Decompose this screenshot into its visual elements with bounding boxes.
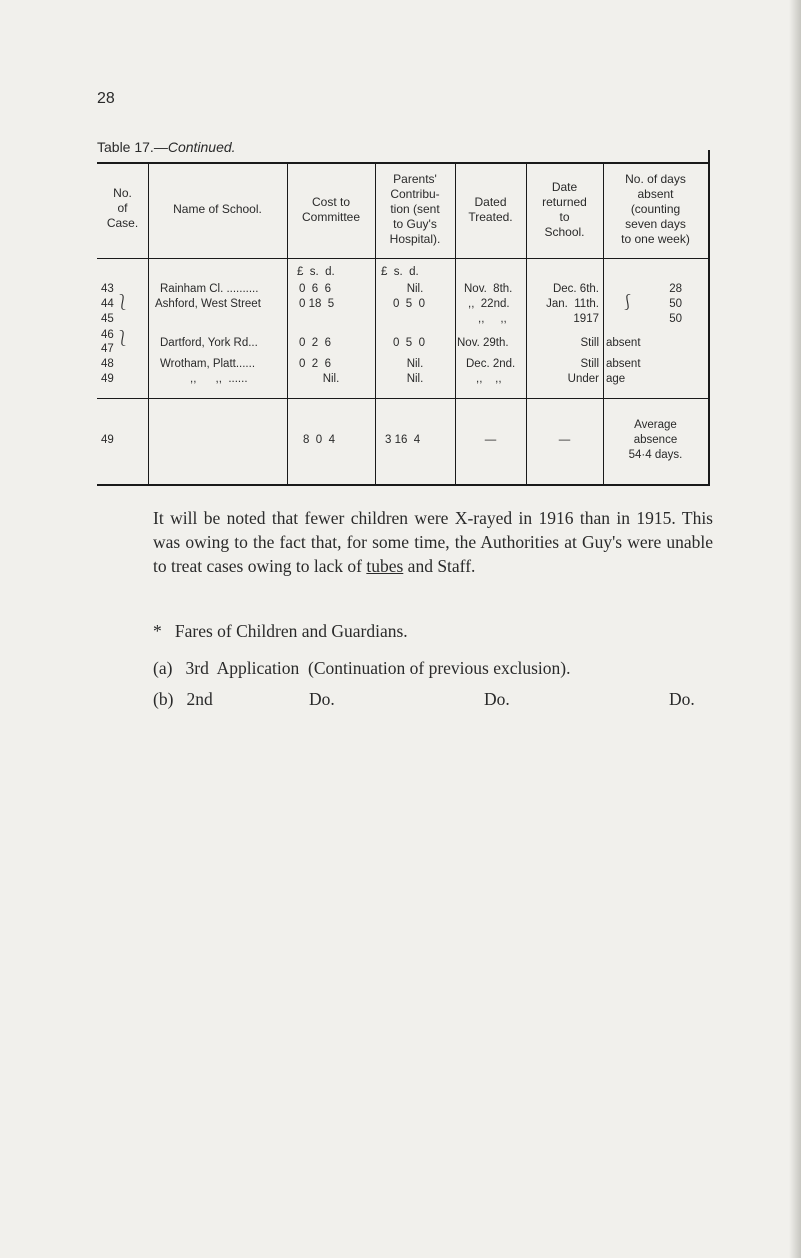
absent-value: age bbox=[606, 373, 626, 385]
cost-units: £ s. d. bbox=[297, 266, 335, 278]
cases-table bbox=[0, 0, 801, 500]
header-date-returned bbox=[526, 180, 603, 240]
brace-icon: ⎱ bbox=[115, 330, 131, 347]
table-title-prefix: Table 17.— bbox=[97, 139, 168, 155]
header-line: Case. bbox=[106, 216, 139, 230]
case-no: 48 bbox=[101, 358, 114, 370]
column-divider-right bbox=[708, 150, 710, 486]
header-dated-treated bbox=[455, 195, 526, 225]
header-line: tion (sent bbox=[390, 202, 440, 216]
dated-value: ,, 22nd. bbox=[468, 298, 510, 310]
dated-value: ,, ,, bbox=[476, 373, 502, 385]
table-title-continued: Continued. bbox=[167, 139, 236, 155]
parents-value: Nil. bbox=[406, 358, 424, 370]
header-line: absent bbox=[637, 187, 674, 201]
brace-icon: ⎱ bbox=[115, 294, 131, 311]
school-name: Ashford, West Street bbox=[155, 298, 261, 310]
header-line: returned bbox=[542, 195, 587, 209]
table-top-rule bbox=[97, 162, 710, 164]
total-cases: 49 bbox=[101, 434, 114, 446]
header-no-of-case bbox=[97, 186, 148, 231]
footnote-b-ditto: Do. bbox=[484, 689, 510, 709]
header-line: of bbox=[117, 201, 128, 215]
header-line: Treated. bbox=[468, 210, 513, 224]
school-name: Dartford, York Rd... bbox=[160, 337, 258, 349]
total-line: Average bbox=[634, 419, 677, 431]
absent-value: absent bbox=[606, 358, 641, 370]
cost-value: 0 18 5 bbox=[299, 298, 335, 310]
header-line: Contribu- bbox=[390, 187, 440, 201]
case-no: 45 bbox=[101, 313, 114, 325]
paragraph-underlined: tubes bbox=[366, 556, 404, 576]
dated-value: Dec. 2nd. bbox=[466, 358, 516, 370]
cost-value: Nil. bbox=[322, 373, 340, 385]
case-no: 44 bbox=[101, 298, 114, 310]
case-no: 43 bbox=[101, 283, 114, 295]
cost-value: 0 2 6 bbox=[299, 337, 331, 349]
school-name: ,, ,, ...... bbox=[190, 373, 248, 385]
cost-value: 0 2 6 bbox=[299, 358, 331, 370]
note-paragraph bbox=[153, 506, 713, 578]
returned-value: Dec. 6th. bbox=[552, 283, 599, 295]
returned-value: 1917 bbox=[573, 313, 599, 325]
dated-value: Nov. 8th. bbox=[464, 283, 513, 295]
dated-value: ,, ,, bbox=[478, 313, 507, 325]
header-line: No. bbox=[113, 186, 132, 200]
header-line: Hospital). bbox=[389, 232, 441, 246]
case-no: 49 bbox=[101, 373, 114, 385]
parents-value: 0 5 0 bbox=[393, 298, 425, 310]
case-no: 47 bbox=[101, 343, 114, 355]
paragraph-text: It will be noted that fewer children were X-rayed in 1916 than in 1915. This was owing to the fact that, for some time, the Authorities at Guy's were unable to treat cases owing to lack of bbox=[153, 508, 713, 576]
header-line: (counting bbox=[630, 202, 681, 216]
total-returned: — bbox=[558, 434, 571, 446]
header-line: Cost to bbox=[311, 195, 350, 209]
absent-value: absent bbox=[606, 337, 641, 349]
header-line: No. of days bbox=[625, 172, 686, 186]
header-parents-contribution bbox=[375, 172, 455, 247]
header-cost bbox=[287, 195, 375, 225]
header-line: Dated bbox=[474, 195, 507, 209]
header-rule bbox=[97, 258, 710, 259]
footnote-b: (b) 2nd bbox=[153, 689, 213, 709]
parents-value: Nil. bbox=[406, 373, 424, 385]
returned-value: Still bbox=[580, 337, 599, 349]
dated-value: Nov. 29th. bbox=[457, 337, 509, 349]
footnote-a: (a) 3rd Application (Continuation of previous exclusion). bbox=[153, 658, 571, 678]
brace-icon: ⎰ bbox=[620, 294, 636, 311]
header-line: to bbox=[559, 210, 570, 224]
total-dated: — bbox=[484, 434, 497, 446]
header-line: Parents' bbox=[393, 172, 437, 186]
absent-value: 50 bbox=[669, 313, 682, 325]
footnote-b-ditto: Do. bbox=[669, 689, 695, 709]
header-line: seven days bbox=[625, 217, 686, 231]
parents-value: 0 5 0 bbox=[393, 337, 425, 349]
school-name: Rainham Cl. .......... bbox=[160, 283, 259, 295]
header-line: to Guy's bbox=[393, 217, 437, 231]
absent-value: 28 bbox=[669, 283, 682, 295]
total-average-absence bbox=[603, 418, 708, 463]
total-cost: 8 0 4 bbox=[303, 434, 335, 446]
header-name-of-school: Name of School. bbox=[173, 202, 262, 216]
footnote-star: * Fares of Children and Guardians. bbox=[153, 621, 408, 641]
table-bottom-rule bbox=[97, 484, 710, 486]
header-line: to one week) bbox=[621, 232, 690, 246]
absent-value: 50 bbox=[669, 298, 682, 310]
totals-rule bbox=[97, 398, 710, 399]
header-line: Date bbox=[551, 180, 578, 194]
footnote-b-ditto: Do. bbox=[309, 689, 335, 709]
case-no: 46 bbox=[101, 329, 114, 341]
page-number: 28 bbox=[97, 90, 115, 107]
school-name: Wrotham, Platt...... bbox=[160, 358, 256, 370]
parents-units: £ s. d. bbox=[381, 266, 419, 278]
total-line: 54·4 days. bbox=[628, 449, 683, 461]
returned-value: Jan. 11th. bbox=[546, 298, 599, 310]
total-line: absence bbox=[633, 434, 678, 446]
header-line: Committee bbox=[301, 210, 360, 224]
header-days-absent bbox=[603, 172, 708, 247]
total-parents: 3 16 4 bbox=[385, 434, 421, 446]
paragraph-tail: and Staff. bbox=[403, 556, 476, 576]
returned-value: Under bbox=[567, 373, 599, 385]
cost-value: 0 6 6 bbox=[299, 283, 331, 295]
header-line: School. bbox=[544, 225, 585, 239]
returned-value: Still bbox=[580, 358, 599, 370]
parents-value: Nil. bbox=[406, 283, 424, 295]
